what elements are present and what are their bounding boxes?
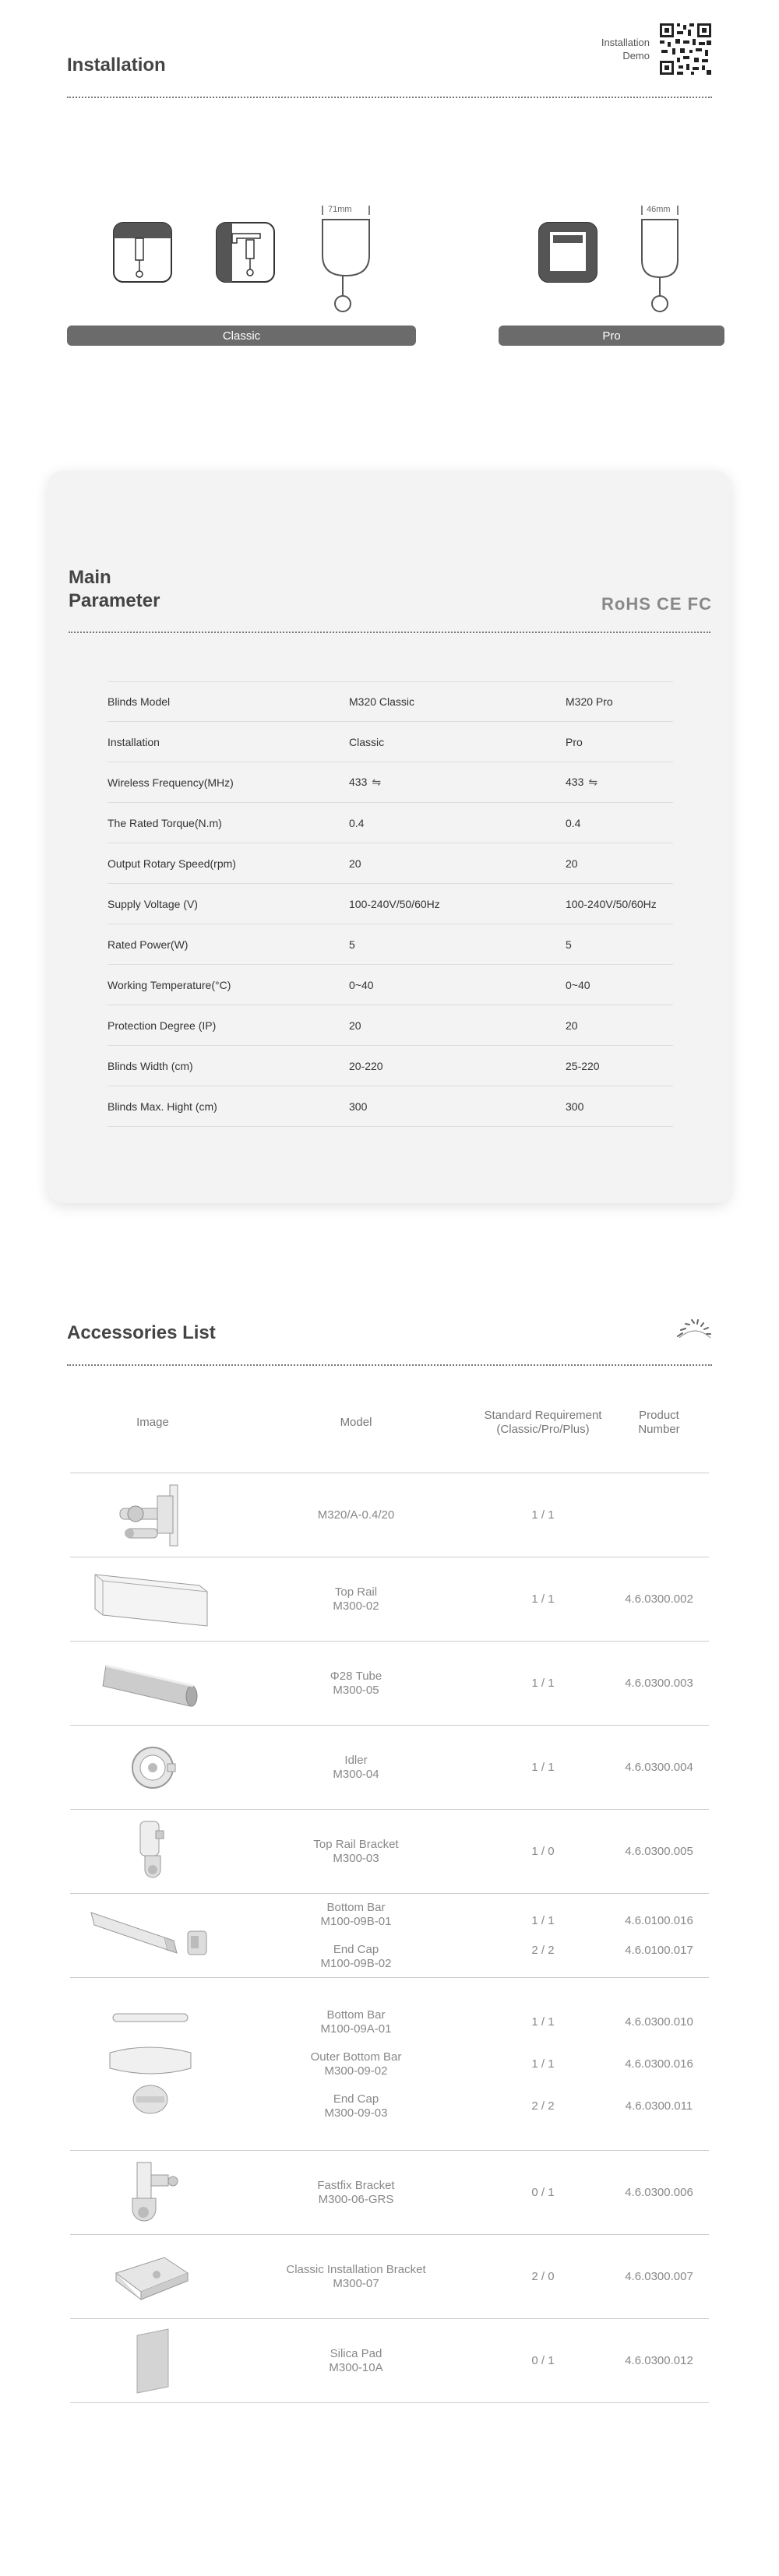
accessory-product-number: 4.6.0300.004	[625, 1760, 693, 1774]
wireless-icon: ⇋	[588, 776, 598, 788]
parameter-value: 100-240V/50/60Hz	[349, 897, 440, 910]
accessory-model: Top Rail Bracket M300-03	[313, 1837, 399, 1865]
accessory-requirement: 2 / 0	[531, 2269, 555, 2283]
parameter-name: Installation	[108, 735, 160, 748]
parameter-value: 300	[566, 1100, 584, 1113]
idler-icon	[70, 1740, 235, 1795]
installation-divider	[67, 97, 712, 98]
accessory-product-number: 4.6.0300.005	[625, 1844, 693, 1858]
parameter-row	[108, 803, 673, 843]
accessory-requirement: 0 / 1	[531, 2353, 555, 2367]
parameter-value: M320 Classic	[349, 695, 415, 708]
parameter-value: 0~40	[566, 978, 590, 991]
parameter-value: 0~40	[349, 978, 374, 991]
pro-label: Pro	[499, 326, 724, 346]
accessory-model: Bottom Bar M100-09A-01 Outer Bottom Bar M300-09-02 End Cap M300-09-03	[310, 2008, 402, 2120]
table-row	[70, 1642, 709, 1726]
accessories-table	[70, 1372, 709, 2403]
bottom-bar-endcap-icon	[70, 1905, 235, 1967]
tube-icon	[70, 1656, 235, 1711]
accessories-title: Accessories List	[67, 1322, 216, 1343]
parameter-value: 100-240V/50/60Hz	[566, 897, 657, 910]
header-image: Image	[136, 1415, 169, 1429]
accessory-requirement: 1 / 1	[531, 1676, 555, 1690]
accessory-requirement: 1 / 1	[531, 1508, 555, 1522]
parameter-row	[108, 762, 673, 803]
parameter-row	[108, 884, 673, 924]
table-row	[70, 2235, 709, 2319]
accessory-product-number: 4.6.0300.002	[625, 1592, 693, 1606]
parameter-value: 5	[566, 938, 572, 951]
wireless-icon: ⇋	[372, 776, 382, 788]
accessory-model: Top Rail M300-02	[333, 1585, 379, 1613]
classic-profile-icon	[318, 201, 380, 318]
qr-caption: Installation Demo	[601, 37, 650, 62]
accessory-requirement: 0 / 1	[531, 2185, 555, 2199]
parameter-value: 20	[566, 1019, 578, 1032]
rail-bracket-icon	[70, 1817, 235, 1887]
header-model: Model	[340, 1415, 372, 1429]
qr-code-icon[interactable]	[658, 22, 713, 76]
bottom-bar-set-icon	[70, 1998, 235, 2131]
parameter-name: Wireless Frequency(MHz)	[108, 776, 234, 789]
parameter-value: Pro	[566, 735, 583, 748]
parameter-row	[108, 1046, 673, 1086]
header-requirement: Standard Requirement (Classic/Pro/Plus)	[484, 1408, 602, 1436]
accessory-requirement: 1 / 0	[531, 1844, 555, 1858]
parameter-name: Blinds Model	[108, 695, 171, 708]
parameter-value: Classic	[349, 735, 385, 748]
parameter-row	[108, 681, 673, 722]
parameter-value: 0.4	[566, 816, 581, 829]
accessory-model: Bottom Bar M100-09B-01 End Cap M100-09B-02	[320, 1900, 392, 1970]
classic-dimension-label: 71mm	[328, 205, 352, 214]
accessory-requirement: 1 / 1	[531, 1760, 555, 1774]
parameter-row	[108, 1005, 673, 1046]
pro-profile-icon	[637, 201, 692, 318]
accessory-model: Fastfix Bracket M300-06-GRS	[317, 2178, 395, 2206]
pro-dimension-label: 46mm	[647, 205, 671, 214]
accessory-model: Classic Installation Bracket M300-07	[286, 2262, 426, 2290]
pro-mount-icon	[538, 221, 598, 283]
parameter-value: 300	[349, 1100, 368, 1113]
parameter-value: 20-220	[349, 1059, 383, 1072]
parameter-row	[108, 965, 673, 1005]
accessory-model: Silica Pad M300-10A	[329, 2346, 383, 2374]
header-product-number: Product Number	[638, 1408, 680, 1436]
table-row	[70, 1557, 709, 1642]
parameter-value: 0.4	[349, 816, 365, 829]
parameter-value: 5	[349, 938, 355, 951]
accessories-header-row	[70, 1372, 709, 1473]
accessory-requirement: 1 / 1 2 / 2	[531, 1913, 555, 1957]
installation-title: Installation	[67, 55, 166, 76]
parameter-row	[108, 924, 673, 965]
parameter-value: 433 ⇋	[349, 776, 382, 788]
accessory-product-number: 4.6.0300.007	[625, 2269, 693, 2283]
parameter-title: Main Parameter	[69, 567, 160, 611]
parameter-row	[108, 722, 673, 762]
parameter-value: 25-220	[566, 1059, 600, 1072]
parameter-name: Blinds Max. Hight (cm)	[108, 1100, 217, 1113]
parameter-name: Rated Power(W)	[108, 938, 189, 951]
accessory-product-number: 4.6.0300.012	[625, 2353, 693, 2367]
parameter-table	[108, 681, 673, 1127]
table-row	[70, 1978, 709, 2151]
ceiling-mount-icon	[112, 221, 173, 283]
silica-pad-icon	[70, 2326, 235, 2396]
parameter-divider	[69, 632, 710, 633]
accessory-requirement: 1 / 1 1 / 1 2 / 2	[531, 2015, 555, 2113]
accessory-model: M320/A-0.4/20	[317, 1508, 395, 1522]
certification-marks: RoHS CE FC	[601, 594, 712, 614]
parameter-name: Protection Degree (IP)	[108, 1019, 217, 1032]
table-row	[70, 1894, 709, 1978]
install-bracket-icon	[70, 2250, 235, 2304]
table-row	[70, 1810, 709, 1894]
accessory-requirement: 1 / 1	[531, 1592, 555, 1606]
main-parameter-card	[48, 471, 731, 1203]
parameter-value: 20	[566, 857, 578, 870]
parameter-value: 20	[349, 857, 361, 870]
parameter-value: 433 ⇋	[566, 776, 598, 788]
parameter-name: Output Rotary Speed(rpm)	[108, 857, 236, 870]
accessories-rows	[70, 1473, 709, 2403]
table-row	[70, 1726, 709, 1810]
parameter-name: The Rated Torque(N.m)	[108, 816, 222, 829]
motor-icon	[70, 1480, 235, 1550]
motor-fan-icon	[675, 1316, 714, 1339]
wall-mount-icon	[215, 221, 276, 283]
fastfix-bracket-icon	[70, 2158, 235, 2228]
accessory-model: Φ28 Tube M300-05	[330, 1669, 382, 1697]
parameter-value: M320 Pro	[566, 695, 613, 708]
accessory-product-number: 4.6.0300.003	[625, 1676, 693, 1690]
parameter-name: Working Temperature(°C)	[108, 978, 231, 991]
accessories-divider	[67, 1364, 712, 1366]
table-row	[70, 2151, 709, 2235]
accessory-product-number: 4.6.0300.006	[625, 2185, 693, 2199]
parameter-name: Blinds Width (cm)	[108, 1059, 193, 1072]
parameter-name: Supply Voltage (V)	[108, 897, 198, 910]
top-rail-icon	[70, 1568, 235, 1631]
classic-label: Classic	[67, 326, 416, 346]
table-row	[70, 2319, 709, 2403]
parameter-row	[108, 1086, 673, 1127]
accessory-product-number: 4.6.0300.010 4.6.0300.016 4.6.0300.011	[625, 2015, 693, 2113]
accessory-model: Idler M300-04	[333, 1753, 379, 1781]
accessory-product-number: 4.6.0100.016 4.6.0100.017	[625, 1913, 693, 1957]
parameter-value: 20	[349, 1019, 361, 1032]
table-row	[70, 1473, 709, 1557]
parameter-row	[108, 843, 673, 884]
